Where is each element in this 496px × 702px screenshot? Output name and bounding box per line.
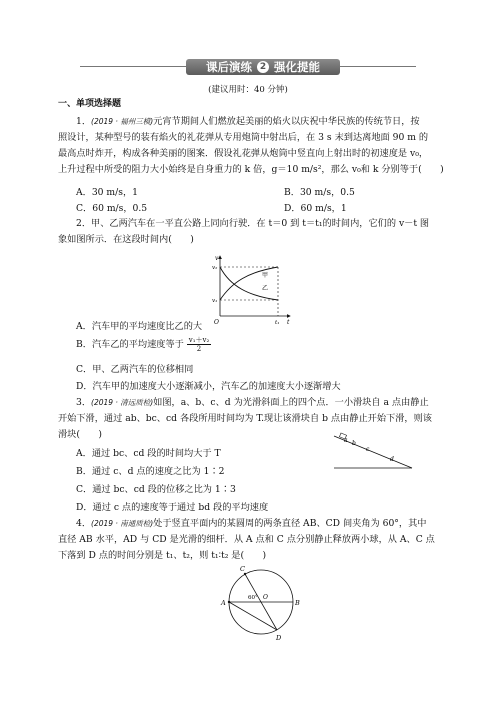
origin-label: O — [214, 319, 219, 326]
q3-source: (2019 · 清远质检) — [91, 398, 154, 407]
rod-ad — [229, 602, 277, 630]
point-c-label: c — [366, 446, 370, 453]
q1-text-1: 元宵节期间人们燃放起美丽的焰火以庆祝中华民族的传统节日，按 — [153, 116, 420, 127]
q3-option-d: D．通过 c 点的速度等于通过 bd 段的平均速度 — [76, 502, 269, 513]
q2-option-b — [76, 336, 211, 353]
v2-label: v₂ — [212, 265, 218, 271]
v1-label: v₁ — [212, 298, 218, 304]
incline-diagram — [332, 432, 414, 470]
q4-line-3: 下落到 D 点的时间分别是 t₁、t₂，则 t₁∶t₂ 是( ) — [58, 550, 267, 561]
point-a-label: a — [344, 437, 348, 444]
point-c-dot — [244, 573, 246, 575]
circle-diagram — [220, 563, 302, 643]
q2-fraction-denominator: 2 — [196, 345, 202, 353]
v-label: v — [215, 255, 219, 262]
q2-line-1: 2．甲、乙两汽车在一平直公路上同向行驶．在 t＝0 到 t＝t₁的时间内，它们的 v－t 图 — [76, 218, 430, 229]
curve-jia — [220, 267, 278, 300]
q1-source: (2019 · 福州三模) — [91, 117, 154, 126]
point-b-label: B — [295, 599, 300, 607]
point-c-label: C — [240, 565, 245, 573]
q3-number: 3． — [76, 397, 92, 408]
point-a-dot — [228, 601, 230, 603]
q1-line-1 — [76, 115, 420, 128]
q2-line-2: 象如图所示．在这段时间内( ) — [58, 234, 194, 245]
q2-option-d: D．汽车甲的加速度大小逐渐减小，汽车乙的加速度大小逐渐增大 — [76, 381, 341, 392]
q3-line-2: 开始下滑，通过 ab、bc、cd 各段所用时间均为 T.现让该滑块自 b 点由静止开始下滑，则该 — [58, 413, 432, 424]
q2-fraction-numerator: v₁＋v₂ — [188, 336, 210, 344]
angle-label: 60° — [248, 595, 258, 601]
t-label: t — [287, 319, 290, 326]
point-d-label: d — [390, 456, 394, 463]
q1-line-3: 最高点时炸开，构成各种美丽的图案．假设礼花弹从炮筒中竖直向上射出时的初速度是 v₀， — [58, 148, 429, 159]
point-d-label: D — [276, 634, 282, 642]
jia-label: 甲 — [262, 272, 269, 279]
center-o-label: O — [263, 594, 268, 601]
q4-line-1 — [76, 517, 426, 530]
suggested-time-note: (建议用时：40 分钟) — [208, 85, 288, 95]
q3-line-1 — [76, 396, 429, 409]
point-b-label: b — [352, 440, 356, 447]
q1-line-4: 上升过程中所受的阻力大小始终是自身重力的 k 倍，g＝10 m/s²，那么 v₀和 k 分别等于( ) — [58, 164, 444, 175]
q3-line-3: 滑块( ) — [58, 429, 102, 440]
q2-option-b-text: B．汽车乙的平均速度等于 — [76, 339, 184, 350]
q3-option-a: A．通过 bc、cd 段的时间均大于 T — [76, 448, 221, 459]
q2-option-c: C．甲、乙两汽车的位移相同 — [76, 364, 194, 375]
banner-pill — [186, 59, 340, 75]
q2-fraction — [187, 336, 212, 353]
curve-yi — [220, 267, 278, 300]
yi-label: 乙 — [262, 285, 269, 292]
q4-line-2: 直径 AB 水平，AD 与 CD 是光滑的细杆．从 A 点和 C 点分别静止释放两小球，从 A、C 点 — [58, 534, 435, 545]
number-badge-icon: 2 — [257, 61, 269, 73]
q1-option-a: A．30 m/s，1 — [76, 187, 138, 198]
q1-option-d: D．60 m/s，1 — [284, 203, 347, 214]
t1-label: t₁ — [275, 320, 280, 326]
q1-option-c: C．60 m/s，0.5 — [76, 203, 148, 214]
q3-option-b: B．通过 c、d 点的速度之比为 1∶2 — [76, 466, 225, 477]
q4-text-1: 处于竖直平面内的某圆周的两条直径 AB、CD 间夹角为 60°，其中 — [153, 518, 427, 529]
q3-option-c: C．通过 bc、cd 段的位移之比为 1∶3 — [76, 484, 236, 495]
q2-option-a: A．汽车甲的平均速度比乙的大 — [76, 321, 203, 332]
banner-left-label: 课后演练 — [206, 60, 252, 74]
q3-text-1: 如图，a、b、c、d 为光滑斜面上的四个点．一小滑块自 a 点由静止 — [153, 397, 429, 408]
section-heading: 一、单项选择题 — [58, 99, 122, 109]
q4-source: (2019 · 南通质检) — [91, 519, 154, 528]
q1-number: 1． — [76, 116, 92, 127]
section-banner — [0, 57, 496, 77]
banner-right-label: 强化提能 — [274, 60, 320, 74]
q4-number: 4． — [76, 518, 92, 529]
point-a-label: A — [221, 599, 226, 607]
vt-graph — [212, 252, 294, 326]
q1-option-b: B．30 m/s，0.5 — [284, 187, 355, 198]
q1-line-2: 照设计，某种型号的装有焰火的礼花弹从专用炮筒中射出后，在 3 s 末到达离地面 90 m 的 — [58, 132, 429, 143]
